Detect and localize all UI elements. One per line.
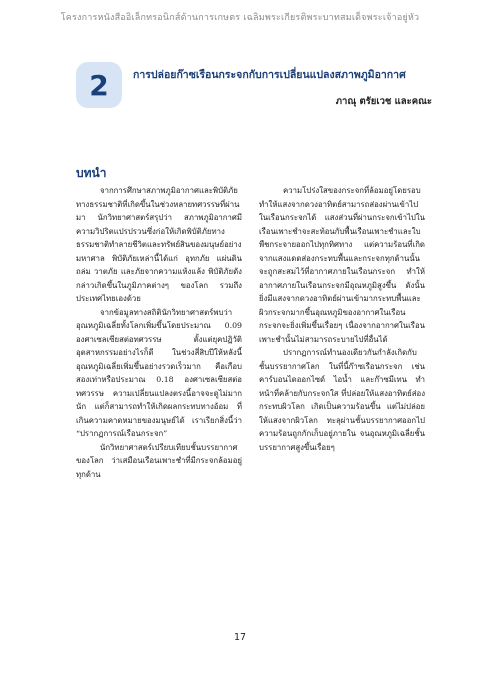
section-heading: บทนำ — [76, 166, 107, 180]
chapter-number-badge — [76, 62, 122, 108]
chapter-title: การปล่อยก๊าซเรือนกระจกกับการเปลี่ยนแปลงสภาพภูมิอากาศ — [133, 69, 406, 81]
page-number: 17 — [233, 632, 247, 643]
paragraph: ความโปร่งใสของกระจกที่ล้อมอยู่โดยรอบทำให้แสงจากดวงอาทิตย์สามารถส่องผ่านเข้าไปในเรือนกระจกได้ แสงส่วนที่ผ่านกระจกเข้าไปในเรือนเพาะชำจะสะท้อนกับพื้นเรือนเพาะชำและใบพืชกระจายออกไปทุกทิศทาง แต่ความร้อนที่เกิดจากแสงแดดส่องกระทบพื้นและกระจกทุกด้านนั้นจะถูกสะสมไว้ที่อากาศภายในเรือนกระจก ทำให้อากาศภายในเรือนกระจกมีอุณหภูมิสูงขึ้น ดังนั้นยิ่งมีแสงจากดวงอาทิตย์ผ่านเข้ามากระทบพื้นและผิวกระจกมากขึ้นอุณหภูมิของอากาศในเรือนกระจกจะยิ่งเพิ่มขึ้นเรื่อยๆ เนื่องจากอากาศในเรือนเพาะชำนั้นไม่สามารถระบายไปที่อื่นได้ — [259, 186, 425, 344]
right-column — [259, 184, 425, 454]
paragraph: ปรากฏการณ์ทำนองเดียวกันกำลังเกิดกับชั้นบรรยากาศโลก ในที่นี้ก๊าซเรือนกระจก เช่น คาร์บอนไดออกไซด์ ไอน้ำ และก๊าซมีเทน ทำหน้าที่คล้ายกับกระจกใส ที่ปล่อยให้แสงอาทิตย์ส่องกระทบผิวโลก เกิดเป็นความร้อนขึ้น แต่ไม่ปล่อยให้แสงจากผิวโลก ทะลุผ่านชั้นบรรยากาศออกไป ความร้อนถูกกักเก็บอยู่ภายใน จนอุณหภูมิเฉลี่ยชั้นบรรยากาศสูงขึ้นเรื่อยๆ — [259, 348, 425, 452]
chapter-number: 2 — [89, 68, 109, 102]
left-column — [76, 184, 242, 481]
running-header: โครงการหนังสืออิเล็กทรอนิกส์ด้านการเกษตร เฉลิมพระเกียรติพระบาทสมเด็จพระเจ้าอยู่หัว — [60, 13, 420, 23]
paragraph: จากข้อมูลทางสถิตินักวิทยาศาสตร์พบว่าอุณหภูมิเฉลี่ยทั้งโลกเพิ่มขึ้นโดยประมาณ 0.09 องศาเซลเซียสต่อทศวรรษ ตั้งแต่ยุคปฏิวัติอุตสาหกรรมอย่างไรก็ดี ในช่วงสี่สิบปีให้หลังนี้ อุณหภูมิเฉลี่ยเพิ่มขึ้นอย่างรวดเร็วมาก คือเกือบสองเท่าหรือประมาณ 0.18 องศาเซลเซียสต่อทศวรรษ ความเปลี่ยนแปลงตรงนี้อาจจะดูไม่มากนัก แต่ก็สามารถทำให้เกิดผลกระทบทางอ้อม ที่เกินความคาดหมายของมนุษย์ได้ เราเรียกสิ่งนี้ว่า “ปรากฏการณ์เรือนกระจก” — [76, 307, 242, 438]
paragraph: จากการศึกษาสภาพภูมิอากาศและพิบัติภัยทางธรรมชาติที่เกิดขึ้นในช่วงหลายทศวรรษที่ผ่านมา นักวิทยาศาสตร์สรุปว่า สภาพภูมิอากาศมีความวิปริตแปรปรวนซึ่งก่อให้เกิดพิบัติภัยทางธรรมชาติทำลายชีวิตและทรัพย์สินของมนุษย์อย่างมหาศาล พิบัติภัยเหล่านี้ได้แก่ อุทกภัย แผ่นดินถล่ม วาตภัย และภัยจากความแห้งแล้ง พิบัติภัยดังกล่าวเกิดขึ้นในภูมิภาคต่างๆ ของโลก รวมถึงประเทศไทยเองด้วย — [76, 186, 242, 303]
paragraph: นักวิทยาศาสตร์เปรียบเทียบชั้นบรรยากาศของโลก ว่าเสมือนเรือนเพาะชำที่มีกระจกล้อมอยู่ทุกด้าน — [76, 442, 242, 479]
chapter-authors: ภาณุ ตรัยเวช และคณะ — [335, 96, 432, 107]
